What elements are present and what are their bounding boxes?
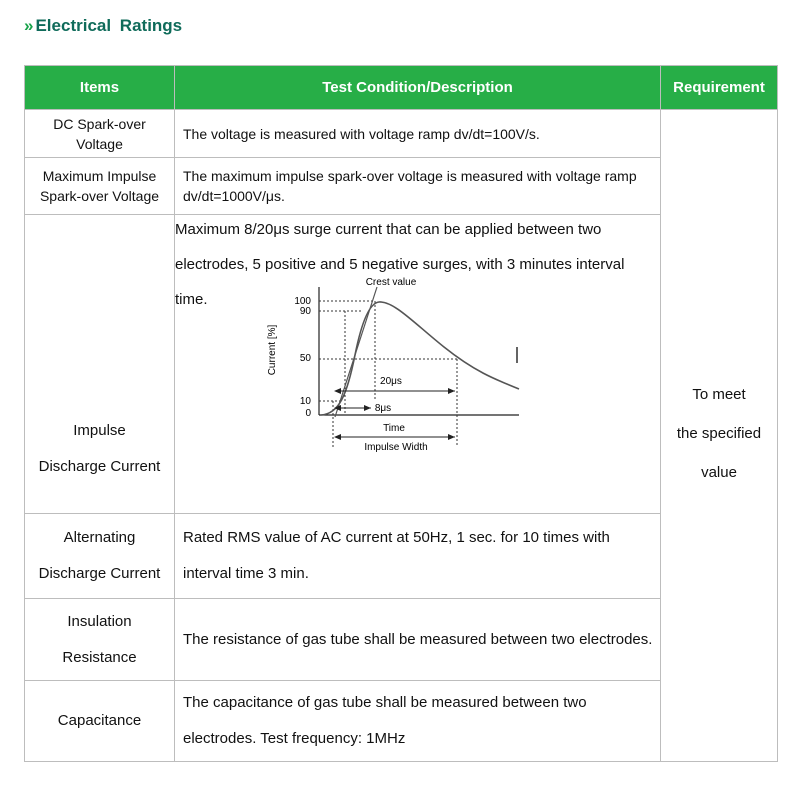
desc-insulation: The resistance of gas tube shall be measured between two electrodes.: [175, 599, 661, 681]
item-impulse-discharge: Impulse Discharge Current: [25, 215, 175, 514]
impulse-width-label: Impulse Width: [364, 442, 428, 453]
item-capacitance: Capacitance: [25, 681, 175, 762]
desc-dc-spark-over: The voltage is measured with voltage ramp dv/dt=100V/s.: [175, 110, 661, 158]
section-title: Electrical Ratings: [35, 16, 183, 35]
item-alternating: Alternating Discharge Current: [25, 514, 175, 599]
crest-label: Crest value: [365, 277, 417, 288]
tick-90: 90: [299, 306, 311, 317]
item-max-impulse: Maximum Impulse Spark-over Voltage: [25, 158, 175, 215]
impulse-curve: [321, 302, 519, 415]
requirement-cell: To meet the specified value: [661, 110, 778, 762]
table-row: [25, 110, 778, 158]
electrical-ratings-table: [24, 65, 778, 762]
tick-0: 0: [305, 408, 311, 419]
header-test-condition: Test Condition/Description: [175, 66, 661, 110]
desc-capacitance: The capacitance of gas tube shall be measured between two electrodes. Test frequency: 1MHz: [175, 681, 661, 762]
section-heading: [24, 16, 182, 36]
tick-100: 100: [294, 296, 311, 307]
label-20us: 20μs: [380, 376, 402, 387]
header-items: Items: [25, 66, 175, 110]
impulse-description: Maximum 8/20μs surge current that can be applied between two electrodes, 5 positive and 5 negative surges, with 3 minutes interval time.: [175, 221, 625, 308]
tick-10: 10: [299, 396, 311, 407]
item-insulation: Insulation Resistance: [25, 599, 175, 681]
tick-50: 50: [299, 353, 311, 364]
chevron-icon: »: [24, 16, 34, 35]
waveform-figure: [229, 275, 564, 465]
desc-impulse-discharge: [175, 215, 661, 514]
desc-max-impulse: The maximum impulse spark-over voltage is measured with voltage ramp dv/dt=1000V/μs.: [175, 158, 661, 215]
label-8us: 8μs: [374, 403, 392, 414]
table-header-row: [25, 66, 778, 110]
item-dc-spark-over: DC Spark-over Voltage: [25, 110, 175, 158]
time-label: Time: [383, 423, 405, 434]
y-axis-label: Current [%]: [267, 324, 278, 376]
header-requirement: Requirement: [661, 66, 778, 110]
desc-alternating: Rated RMS value of AC current at 50Hz, 1 sec. for 10 times with interval time 3 min.: [175, 514, 661, 599]
